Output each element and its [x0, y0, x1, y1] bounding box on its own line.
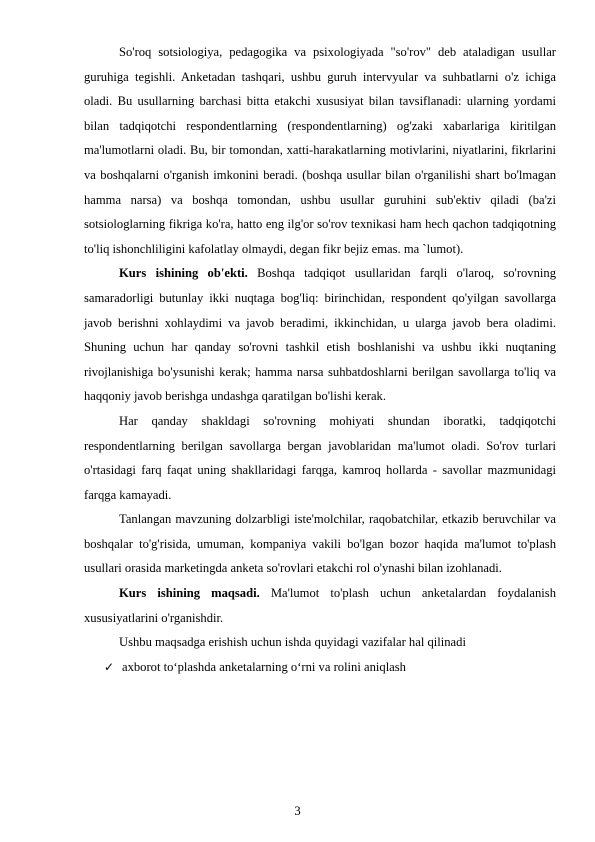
task-text: axborot to‘plashda anketalarning o‘rni va rolini aniqlash	[122, 659, 406, 674]
paragraph-intro	[84, 40, 556, 261]
paragraph-heading: Kurs ishining maqsadi.	[119, 586, 260, 601]
page-number: 3	[294, 804, 301, 818]
paragraph-text: Har qanday shakldagi so'rovning mohiyati shundan iboratki, tadqiqotchi respondentlarning berilgan savollarga bergan javoblaridan ma'lumot oladi. So'rov turlari o'rtasidagi farq faqat uning shakllaridagi farqga, kamroq hollarda - savollar mazmunidagi farqga kamayadi.	[84, 413, 556, 502]
paragraph-text: Ma'lumot to'plash uchun anketalardan foydalanish xususiyatlarini o'rganishdir.	[84, 586, 557, 625]
paragraph-goal	[84, 581, 556, 630]
paragraph-essence	[84, 409, 556, 507]
task-list-item	[104, 655, 556, 680]
paragraph-relevance	[84, 507, 556, 581]
checkmark-icon: ✓	[104, 659, 115, 674]
paragraph-text: Tanlangan mavzuning dolzarbligi iste'molchilar, raqobatchilar, etkazib beruvchilar va boshqalar to'g'risida, umuman, kompaniya vakili bo'lgan bozor haqida ma'lumot to'plash usullari orasida marketingda anketa so'rovlari etakchi rol o'ynashi bilan izohlanadi.	[84, 512, 556, 576]
paragraph-text: So'roq sotsiologiya, pedagogika va psixologiyada "so'rov" deb ataladigan usullar guruhiga tegishli. Anketadan tashqari, ushbu guruh intervyular va suhbatlarni o'z ichiga oladi. Bu usullarning barchasi bitta etakchi xususiyat bilan tavsiflanadi: ularning yordami bilan tadqiqotchi respondentlarning (respondentlarning) og'zaki xabarlariga kiritilgan ma'lumotlarni oladi. Bu, bir tomondan, xatti-harakatlarning motivlarini, niyatlarini, fikrlarini va boshqalarni o'rganish imkonini beradi. (boshqa usullar bilan o'rganilishi shart bo'lmagan hamma narsa) va boshqa tomondan, ushbu usullar guruhini sub'ektiv qiladi (ba'zi sotsiologlarning fikriga ko'ra, hatto eng ilg'or so'rov texnikasi ham hech qachon tadqiqotning to'liq ishonchliligini kafolatlay olmaydi, degan fikr bejiz emas. ma `lumot).	[84, 45, 556, 256]
paragraph-text: Ushbu maqsadga erishish uchun ishda quyidagi vazifalar hal qilinadi	[119, 635, 466, 650]
paragraph-object	[84, 261, 556, 409]
paragraph-heading: Kurs ishining ob'ekti.	[119, 266, 248, 281]
paragraph-tasks-intro	[84, 630, 556, 655]
document-page	[84, 40, 556, 679]
paragraph-text: Boshqa tadqiqot usullaridan farqli o'laroq, so'rovning samaradorligi butunlay ikki nuqtaga bog'liq: birinchidan, respondent qo'yilgan savollarga javob berishni xohlaydimi va javob beradimi, ikkinchidan, u ularga javob bera oladimi. Shuning uchun har qanday so'rovni tashkil etish boshlanishi va ushbu ikki nuqtaning rivojlanishiga bo'ysunishi kerak; hamma narsa suhbatdoshlarni berilgan savollarga to'liq va haqqoniy javob berishga undashga qaratilgan bo'lishi kerak.	[84, 266, 556, 404]
